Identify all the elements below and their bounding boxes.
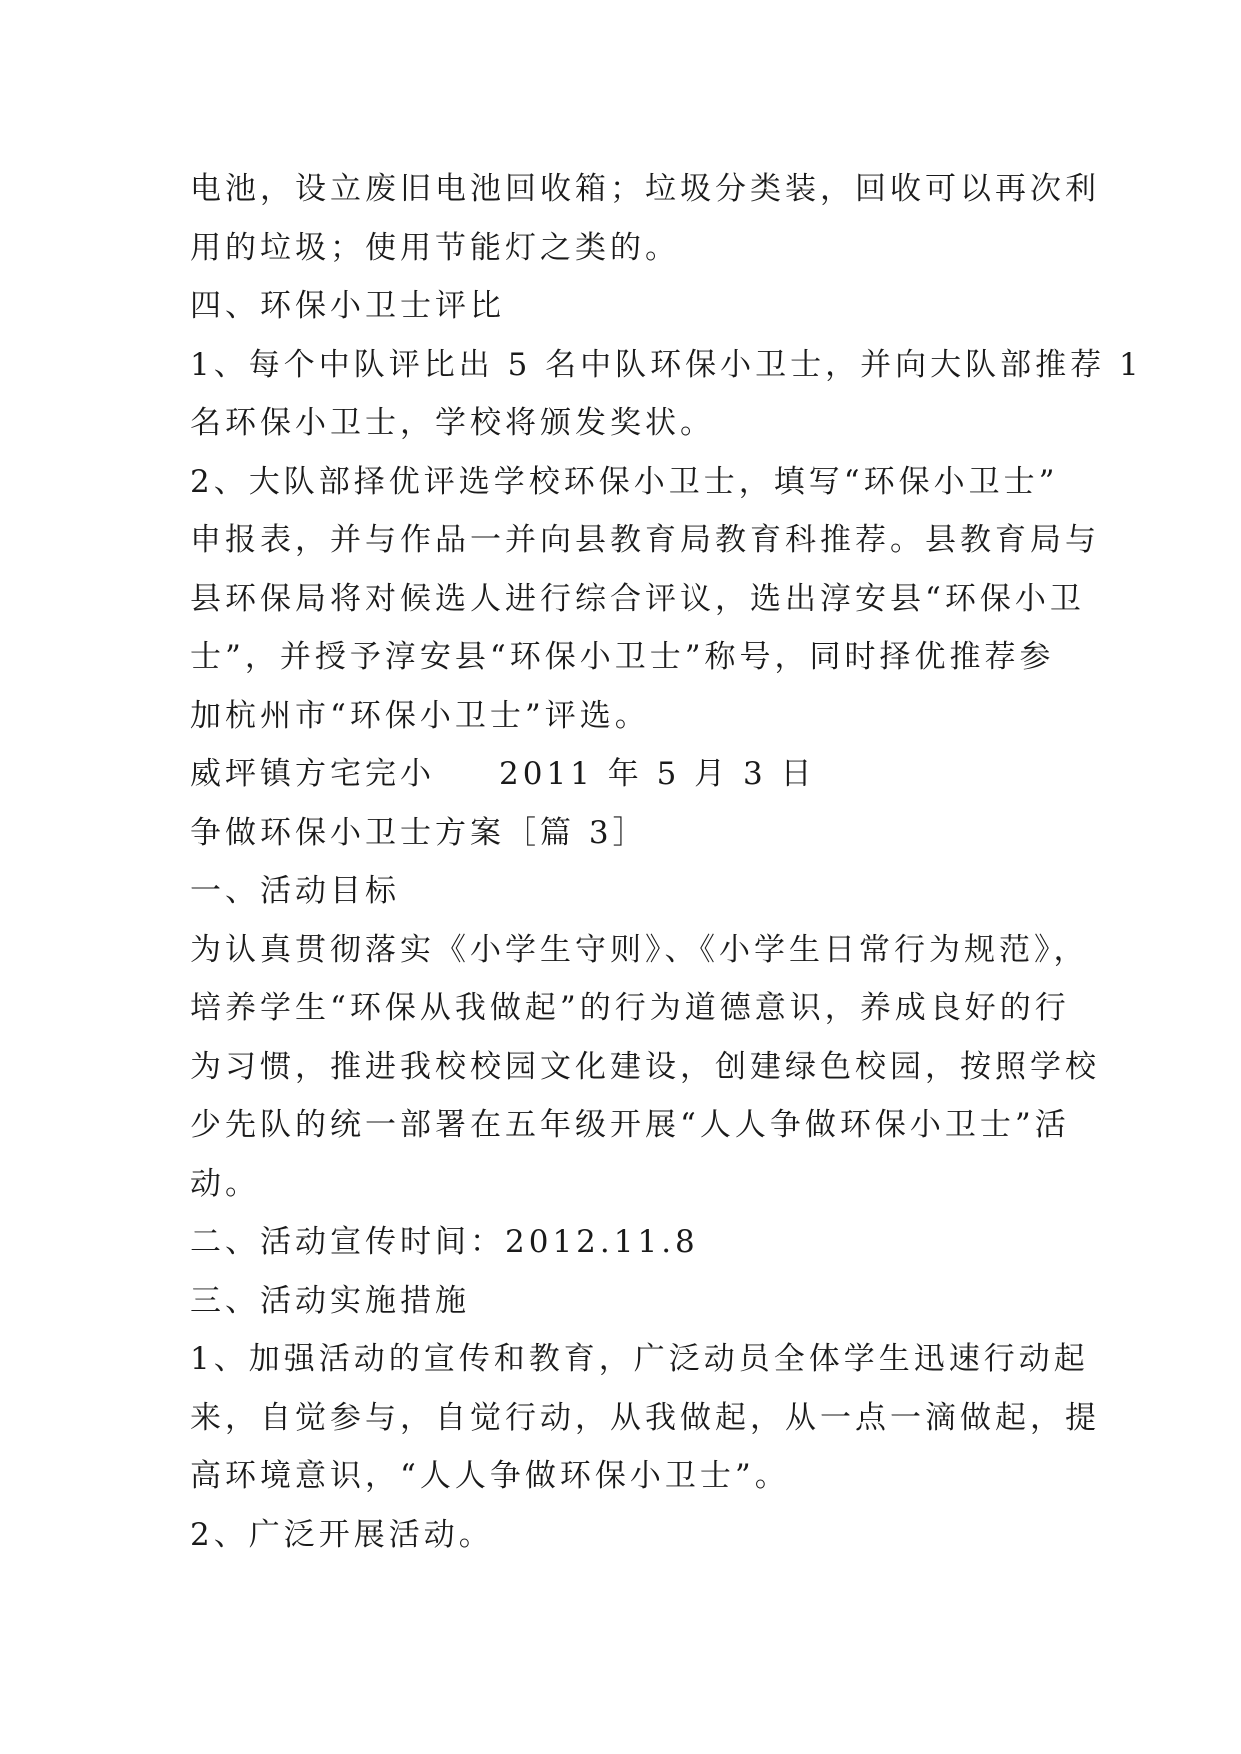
document-title: 争做环保小卫士方案［篇 3］ xyxy=(190,814,648,851)
section-heading: 三、活动实施措施 xyxy=(190,1282,470,1319)
document-body xyxy=(190,160,1143,1564)
signature-date: 2011 年 5 月 3 日 xyxy=(499,756,816,792)
body-line: 加杭州市“环保小卫士”评选。 xyxy=(190,697,650,734)
signature-school: 威坪镇方宅完小 xyxy=(190,756,435,792)
body-line: 2、广泛开展活动。 xyxy=(190,1516,494,1553)
body-line: 名环保小卫士，学校将颁发奖状。 xyxy=(190,405,715,441)
body-line: 动。 xyxy=(190,1165,260,1202)
section-heading: 四、环保小卫士评比 xyxy=(190,288,505,324)
body-line: 为习惯，推进我校校园文化建设，创建绿色校园，按照学校 xyxy=(190,1048,1100,1085)
body-line: 1、每个中队评比出 5 名中队环保小卫士，并向大队部推荐 1 xyxy=(190,346,1143,383)
body-line: 少先队的统一部署在五年级开展“人人争做环保小卫士”活 xyxy=(190,1107,1070,1143)
body-line: 县环保局将对候选人进行综合评议，选出淳安县“环保小卫 xyxy=(190,580,1085,617)
body-line: 培养学生“环保从我做起”的行为道德意识，养成良好的行 xyxy=(190,990,1070,1026)
body-line: 1、加强活动的宣传和教育，广泛动员全体学生迅速行动起 xyxy=(190,1341,1089,1377)
body-line: 士”，并授予淳安县“环保小卫士”称号，同时择优推荐参 xyxy=(190,639,1055,675)
body-line: 申报表，并与作品一并向县教育局教育科推荐。县教育局与 xyxy=(190,522,1100,558)
signature-line xyxy=(190,745,1050,804)
body-line: 电池，设立废旧电池回收箱；垃圾分类装，回收可以再次利 xyxy=(190,171,1100,207)
body-line: 高环境意识，“人人争做环保小卫士”。 xyxy=(190,1458,790,1494)
body-line: 来，自觉参与，自觉行动，从我做起，从一点一滴做起，提 xyxy=(190,1399,1100,1436)
body-line: 用的垃圾；使用节能灯之类的。 xyxy=(190,229,680,266)
body-line: 为认真贯彻落实《小学生守则》、《小学生日常行为规范》， xyxy=(190,931,1089,968)
body-line: 2、大队部择优评选学校环保小卫士，填写“环保小卫士” xyxy=(190,463,1059,500)
section-heading: 一、活动目标 xyxy=(190,873,400,909)
section-heading: 二、活动宣传时间：2012.11.8 xyxy=(190,1224,699,1260)
